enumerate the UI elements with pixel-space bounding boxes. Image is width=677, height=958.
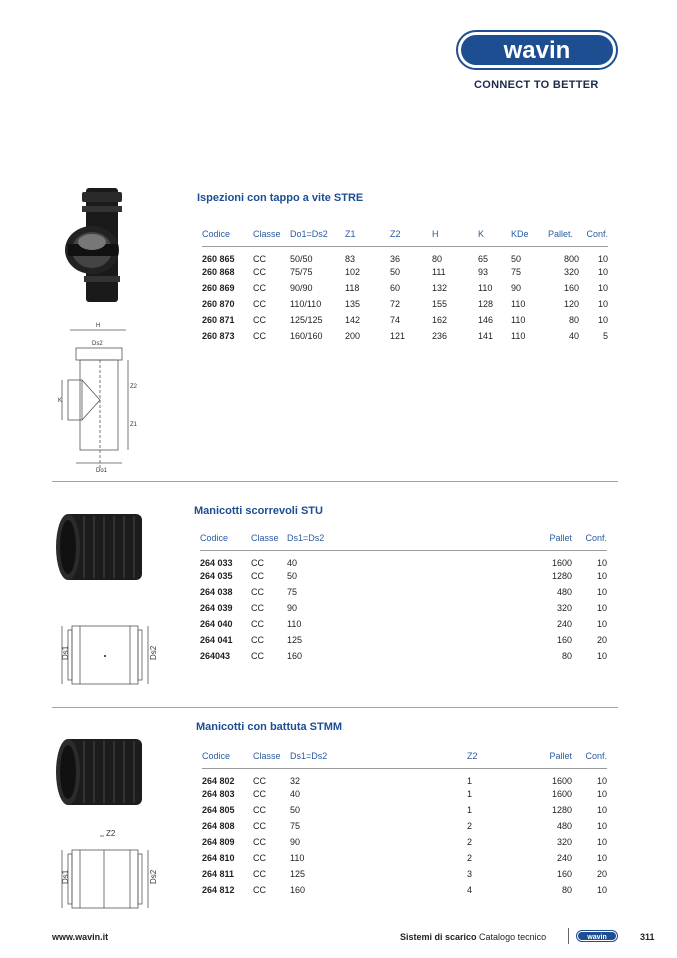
col-header: H <box>432 228 439 239</box>
table-row: 260 869 CC 90/90 118 60 132 110 90 160 10 <box>202 282 608 293</box>
dim-Z2: Z2 <box>130 384 138 390</box>
table-row: 264 040 CC 110 240 10 <box>200 618 607 629</box>
col-header: Classe <box>251 532 279 543</box>
dim-Z2: Z2 <box>106 829 116 838</box>
table-row: 264 039 CC 90 320 10 <box>200 602 607 613</box>
col-header: KDe <box>511 228 529 239</box>
col-header: Pallet <box>549 532 572 543</box>
table-row: 260 865 CC 50/50 83 36 80 65 50 800 10 <box>202 253 608 264</box>
stop-coupler-photo <box>54 735 148 809</box>
footer-doc-title-bold: Sistemi di scarico <box>400 932 477 942</box>
footer-doc-title <box>400 932 546 942</box>
dim-Ds1: Ds1 <box>61 869 70 884</box>
col-header: Pallet. <box>548 228 574 239</box>
col-header: Ds1=Ds2 <box>287 532 325 543</box>
wavin-logo <box>456 30 618 70</box>
page-number: 311 <box>640 932 655 942</box>
table-row: 260 873 CC 160/160 200 121 236 141 110 40 5 <box>202 330 608 341</box>
dim-Ds1: Ds1 <box>61 645 70 660</box>
col-header: Conf. <box>585 532 607 543</box>
wavin-logo-text: wavin <box>503 37 571 64</box>
sliding-coupler-drawing <box>54 622 158 688</box>
dim-Ds2: Ds2 <box>149 869 158 884</box>
table-row: 264 802 CC 32 1 1600 10 <box>202 775 607 786</box>
section-title-stre: Ispezioni con tappo a vite STRE <box>197 192 364 204</box>
table-row: 260 871 CC 125/125 142 74 162 146 110 80 10 <box>202 314 608 325</box>
section-divider <box>52 481 618 482</box>
table-stmm <box>202 748 607 898</box>
table-row: 264 033 CC 40 1600 10 <box>200 557 607 568</box>
inspection-tee-photo <box>62 186 142 306</box>
table-row: 264 811 CC 125 3 160 20 <box>202 868 607 879</box>
dim-Ds2: Ds2 <box>92 341 103 347</box>
table-row: 264043 CC 160 80 10 <box>200 650 607 661</box>
table-header-row <box>202 226 608 246</box>
sliding-coupler-photo <box>54 510 148 584</box>
table-row: 264 035 CC 50 1280 10 <box>200 570 607 581</box>
table-row: 264 808 CC 75 2 480 10 <box>202 820 607 831</box>
footer-website[interactable]: www.wavin.it <box>52 932 109 942</box>
col-header: Ds1=Ds2 <box>290 750 328 761</box>
dim-Ds2: Ds2 <box>149 645 158 660</box>
col-header: Conf. <box>586 228 608 239</box>
table-row: 264 810 CC 110 2 240 10 <box>202 852 607 863</box>
col-header: K <box>478 228 485 239</box>
col-header: Z1 <box>345 228 356 239</box>
table-header-row <box>200 530 607 550</box>
table-row: 264 812 CC 160 4 80 10 <box>202 884 607 895</box>
col-header: Conf. <box>585 750 607 761</box>
inspection-tee-drawing <box>56 318 146 476</box>
table-row: 264 038 CC 75 480 10 <box>200 586 607 597</box>
table-row: 264 805 CC 50 1 1280 10 <box>202 804 607 815</box>
table-row: 264 809 CC 90 2 320 10 <box>202 836 607 847</box>
table-row: 264 803 CC 40 1 1600 10 <box>202 788 607 799</box>
table-stre <box>202 226 608 344</box>
col-header: Classe <box>253 228 281 239</box>
dim-Do1: Do1 <box>96 468 108 474</box>
table-row: 264 041 CC 125 160 20 <box>200 634 607 645</box>
dim-H: H <box>96 323 101 329</box>
col-header: Pallet <box>549 750 572 761</box>
col-header: Z2 <box>390 228 401 239</box>
col-header: Classe <box>253 750 281 761</box>
col-header: Do1=Ds2 <box>290 228 328 239</box>
col-header: Codice <box>202 750 231 761</box>
col-header: Codice <box>200 532 229 543</box>
section-title-stu: Manicotti scorrevoli STU <box>194 505 323 517</box>
section-divider <box>52 707 618 708</box>
section-title-stmm: Manicotti con battuta STMM <box>196 721 343 733</box>
table-row: 260 868 CC 75/75 102 50 111 93 75 320 10 <box>202 266 608 277</box>
stop-coupler-drawing <box>54 826 158 912</box>
dim-K: K <box>58 398 63 404</box>
footer-separator <box>568 928 569 944</box>
dim-Z1: Z1 <box>130 422 138 428</box>
footer-doc-title-rest: Catalogo tecnico <box>476 932 547 942</box>
table-header-row <box>202 748 607 768</box>
table-stu <box>200 530 607 664</box>
footer-logo-text: wavin <box>587 934 607 941</box>
table-row: 260 870 CC 110/110 135 72 155 128 110 120 10 <box>202 298 608 309</box>
col-header: Z2 <box>467 750 478 761</box>
col-header: Codice <box>202 228 231 239</box>
footer-wavin-logo <box>576 930 618 942</box>
tagline: CONNECT TO BETTER <box>474 79 599 91</box>
